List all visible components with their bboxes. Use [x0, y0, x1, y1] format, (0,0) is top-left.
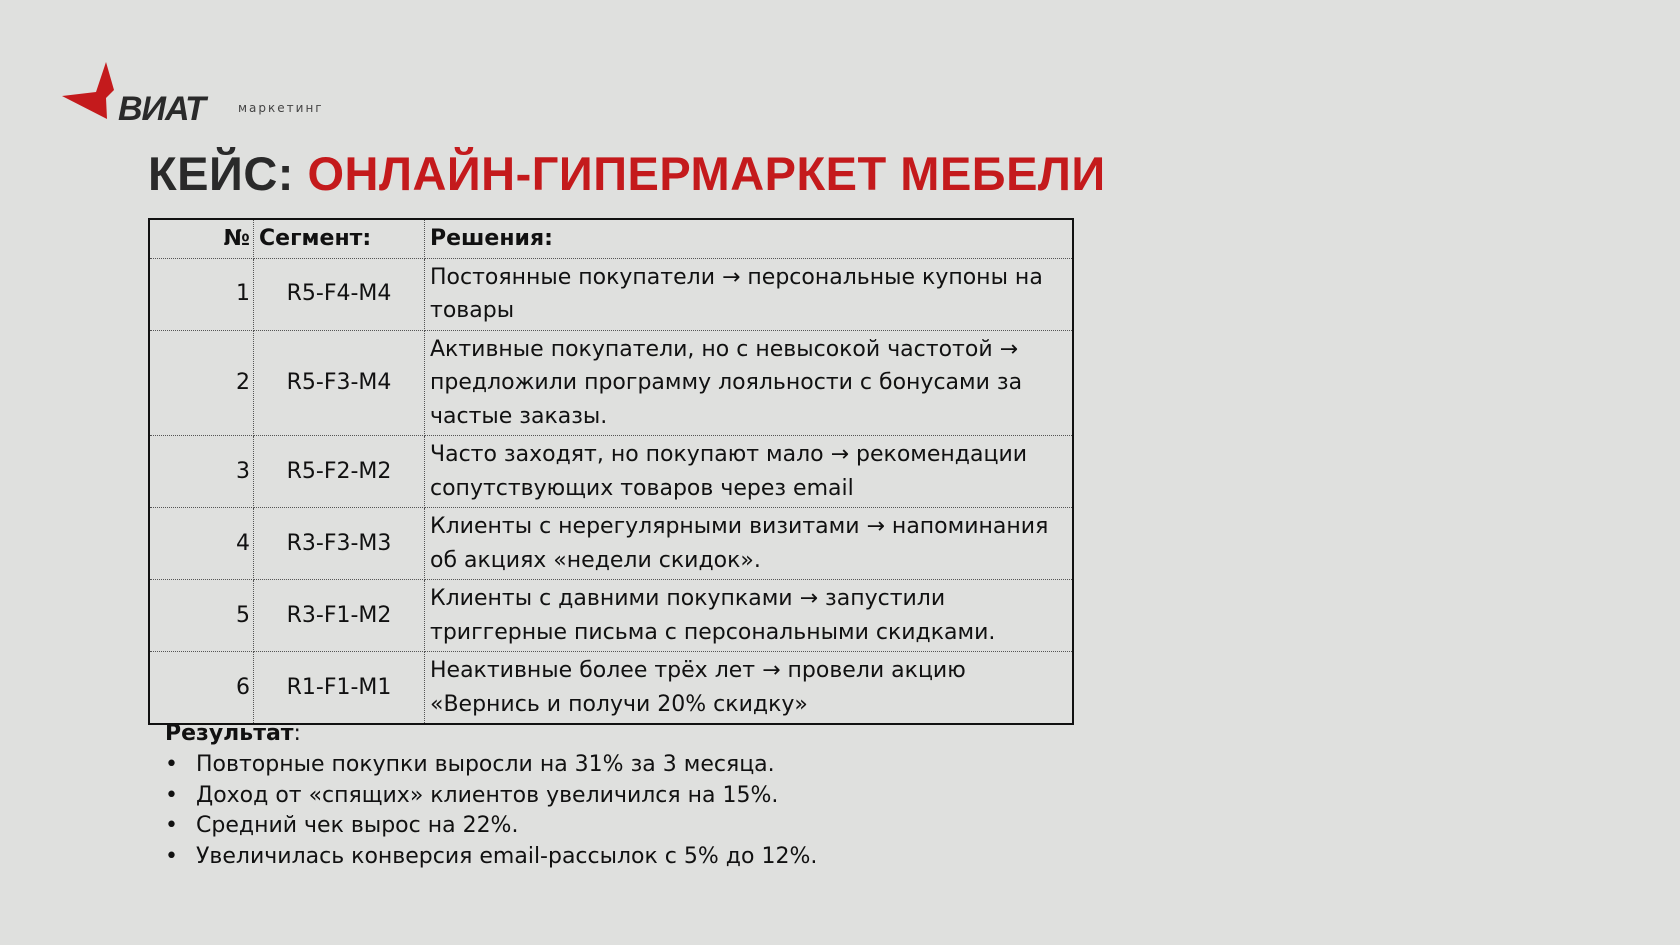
row-segment: R5-F4-M4: [254, 258, 425, 330]
table-row: [149, 580, 1073, 652]
list-item: • Увеличилась конверсия email-рассылок с 5% до 12%.: [165, 842, 817, 873]
row-solution: Постоянные покупатели → персональные купоны на товары: [425, 258, 1074, 330]
row-number: 2: [149, 330, 254, 436]
row-segment: R3-F1-M2: [254, 580, 425, 652]
list-item: • Средний чек вырос на 22%.: [165, 811, 817, 842]
row-segment: R3-F3-M3: [254, 508, 425, 580]
logo-bolt-icon: [62, 62, 114, 119]
segments-table: [148, 218, 1074, 725]
header-segment: Сегмент:: [254, 219, 425, 258]
result-list: [165, 750, 817, 872]
title-accent: ОНЛАЙН-ГИПЕРМАРКЕТ МЕБЕЛИ: [307, 147, 1106, 200]
row-solution: Активные покупатели, но с невысокой частотой → предложили программу лояльности с бонусами за частые заказы.: [425, 330, 1074, 436]
table-row: [149, 436, 1073, 508]
table-row: [149, 652, 1073, 725]
page-title: [148, 146, 1106, 201]
row-segment: R5-F3-M4: [254, 330, 425, 436]
list-item: • Доход от «спящих» клиентов увеличился на 15%.: [165, 781, 817, 812]
result-label: Результат: [165, 721, 294, 746]
result-colon: :: [293, 721, 301, 746]
row-solution: Клиенты с нерегулярными визитами → напоминания об акциях «недели скидок».: [425, 508, 1074, 580]
result-heading: [165, 718, 817, 750]
row-number: 5: [149, 580, 254, 652]
row-solution: Клиенты с давними покупками → запустили триггерные письма с персональными скидками.: [425, 580, 1074, 652]
table-row: [149, 258, 1073, 330]
header-solutions: Решения:: [425, 219, 1074, 258]
row-segment: R5-F2-M2: [254, 436, 425, 508]
title-prefix: КЕЙС:: [148, 147, 308, 200]
result-section: [165, 718, 817, 872]
row-number: 4: [149, 508, 254, 580]
row-number: 6: [149, 652, 254, 725]
row-number: 1: [149, 258, 254, 330]
row-solution: Неактивные более трёх лет → провели акцию «Вернись и получи 20% скидку»: [425, 652, 1074, 725]
row-segment: R1-F1-M1: [254, 652, 425, 725]
row-solution: Часто заходят, но покупают мало → рекомендации сопутствующих товаров через email: [425, 436, 1074, 508]
viat-logo: [62, 62, 362, 130]
table-header-row: [149, 219, 1073, 258]
list-item: • Повторные покупки выросли на 31% за 3 месяца.: [165, 750, 817, 781]
table-row: [149, 508, 1073, 580]
logo-subtitle: маркетинг: [238, 101, 324, 115]
table-row: [149, 330, 1073, 436]
logo-name: ВИАТ: [118, 90, 205, 128]
header-number: №: [149, 219, 254, 258]
row-number: 3: [149, 436, 254, 508]
